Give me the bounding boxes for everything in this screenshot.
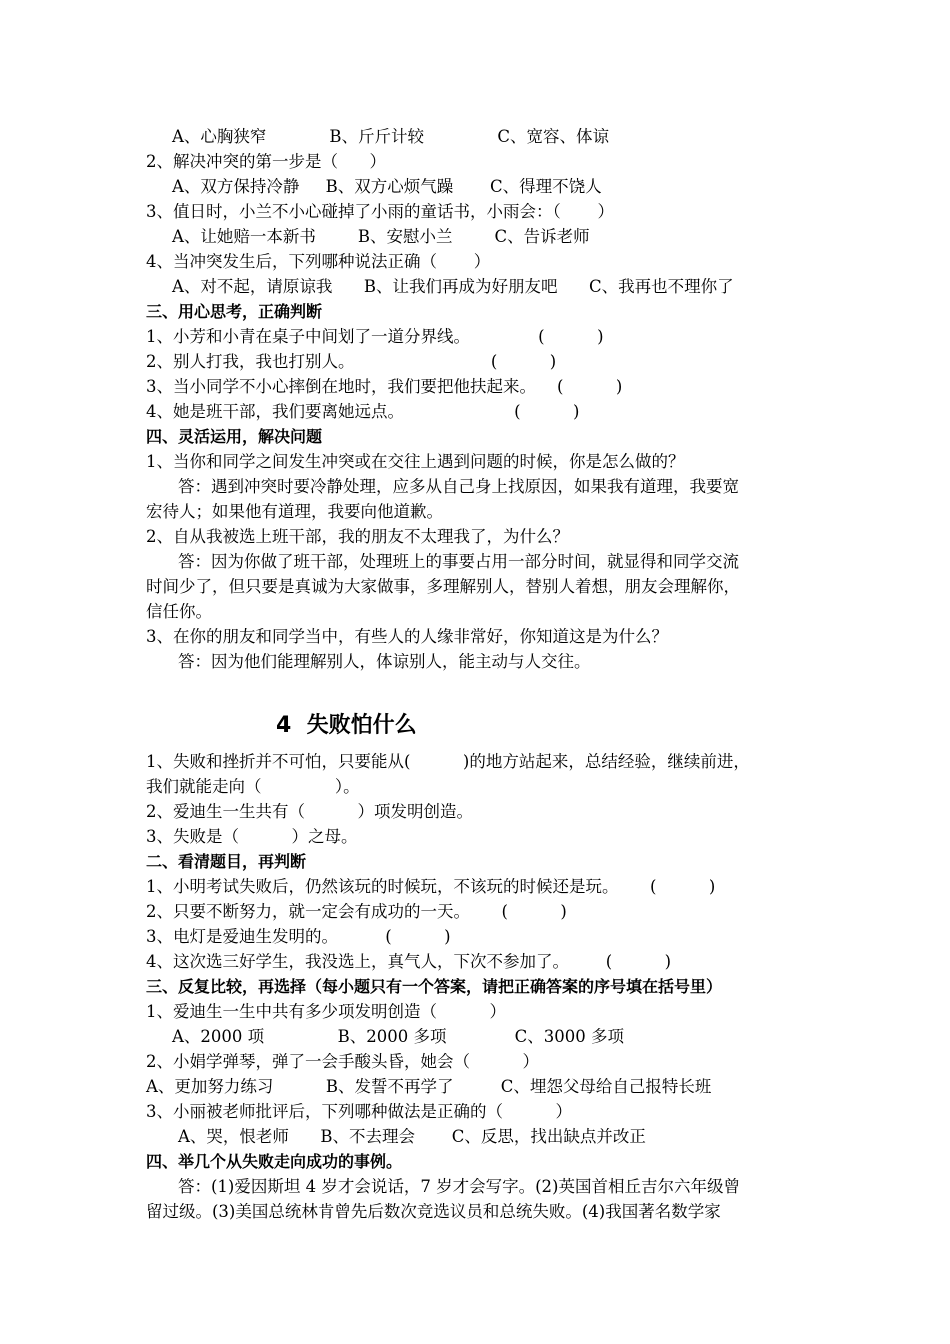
section-heading: 四、举几个从失败走向成功的事例。 [146, 1152, 403, 1171]
option-line: A、2000 项 B、2000 多项 C、3000 多项 [172, 1027, 624, 1046]
option-line: A、心胸狭窄 B、斤斤计较 C、宽容、体谅 [172, 127, 610, 146]
judgement-line: 1、小芳和小青在桌子中间划了一道分界线。 ( ) [146, 327, 604, 346]
question-line: 2、小娟学弹琴，弹了一会手酸头昏，她会（ ） [146, 1052, 539, 1071]
question-line: 2、解决冲突的第一步是（ ） [146, 152, 386, 171]
question-line: 4、当冲突发生后，下列哪种说法正确（ ） [146, 252, 491, 271]
answer-line: 答：(1)爱因斯坦 4 岁才会说话，7 岁才会写字。(2)英国首相丘吉尔六年级曾 [178, 1177, 740, 1196]
answer-line: 信任你。 [146, 602, 212, 621]
judgement-line: 3、电灯是爱迪生发明的。 ( ) [146, 927, 451, 946]
fill-blank-line: 我们就能走向（ ）。 [146, 777, 360, 796]
answer-line: 答：因为你做了班干部，处理班上的事要占用一部分时间，就显得和同学交流 [178, 552, 739, 571]
option-line: A、哭，恨老师 B、不去理会 C、反思，找出缺点并改正 [178, 1127, 646, 1146]
answer-line: 时间少了，但只要是真诚为大家做事，多理解别人，替别人着想，朋友会理解你， [146, 577, 740, 596]
judgement-line: 2、只要不断努力，就一定会有成功的一天。 ( ) [146, 902, 567, 921]
question-line: 2、自从我被选上班干部，我的朋友不太理我了，为什么？ [146, 527, 569, 546]
question-line: 3、在你的朋友和同学当中，有些人的人缘非常好，你知道这是为什么？ [146, 627, 668, 646]
answer-line: 留过级。(3)美国总统林肯曾先后数次竞选议员和总统失败。(4)我国著名数学家 [146, 1202, 721, 1221]
answer-line: 答：因为他们能理解别人，体谅别人，能主动与人交往。 [178, 652, 591, 671]
section-heading: 三、反复比较，再选择（每小题只有一个答案，请把正确答案的序号填在括号里） [146, 977, 723, 996]
option-line: A、让她赔一本新书 B、安慰小兰 C、告诉老师 [172, 227, 590, 246]
question-line: 3、小丽被老师批评后，下列哪种做法是正确的（ ） [146, 1102, 572, 1121]
judgement-line: 3、当小同学不小心摔倒在地时，我们要把他扶起来。 ( ) [146, 377, 623, 396]
judgement-line: 4、她是班干部，我们要离她远点。 ( ) [146, 402, 580, 421]
answer-line: 答：遇到冲突时要冷静处理，应多从自己身上找原因，如果我有道理，我要宽 [178, 477, 739, 496]
question-line: 3、值日时，小兰不小心碰掉了小雨的童话书，小雨会：（ ） [146, 202, 614, 221]
judgement-line: 2、别人打我，我也打别人。 ( ) [146, 352, 557, 371]
lesson-title: 4 失败怕什么 [276, 713, 417, 738]
answer-line: 宏待人；如果他有道理，我要向他道歉。 [146, 502, 443, 521]
question-line: 1、当你和同学之间发生冲突或在交往上遇到问题的时候，你是怎么做的？ [146, 452, 685, 471]
section-heading: 四、灵活运用，解决问题 [146, 427, 323, 446]
judgement-line: 1、小明考试失败后，仍然该玩的时候玩，不该玩的时候还是玩。 ( ) [146, 877, 716, 896]
option-line: A、更加努力练习 B、发誓不再学了 C、埋怨父母给自己报特长班 [146, 1077, 712, 1096]
question-line: 1、爱迪生一生中共有多少项发明创造（ ） [146, 1002, 506, 1021]
option-line: A、对不起，请原谅我 B、让我们再成为好朋友吧 C、我再也不理你了 [172, 277, 734, 296]
fill-blank-line: 2、爱迪生一生共有（ ）项发明创造。 [146, 802, 473, 821]
fill-blank-line: 3、失败是（ ）之母。 [146, 827, 358, 846]
section-heading: 三、用心思考，正确判断 [146, 302, 323, 321]
option-line: A、双方保持冷静 B、双方心烦气躁 C、得理不饶人 [172, 177, 602, 196]
fill-blank-line: 1、失败和挫折并不可怕，只要能从( )的地方站起来，总结经验，继续前进， [146, 752, 750, 771]
judgement-line: 4、这次选三好学生，我没选上，真气人，下次不参加了。 ( ) [146, 952, 672, 971]
section-heading: 二、看清题目，再判断 [146, 852, 307, 871]
